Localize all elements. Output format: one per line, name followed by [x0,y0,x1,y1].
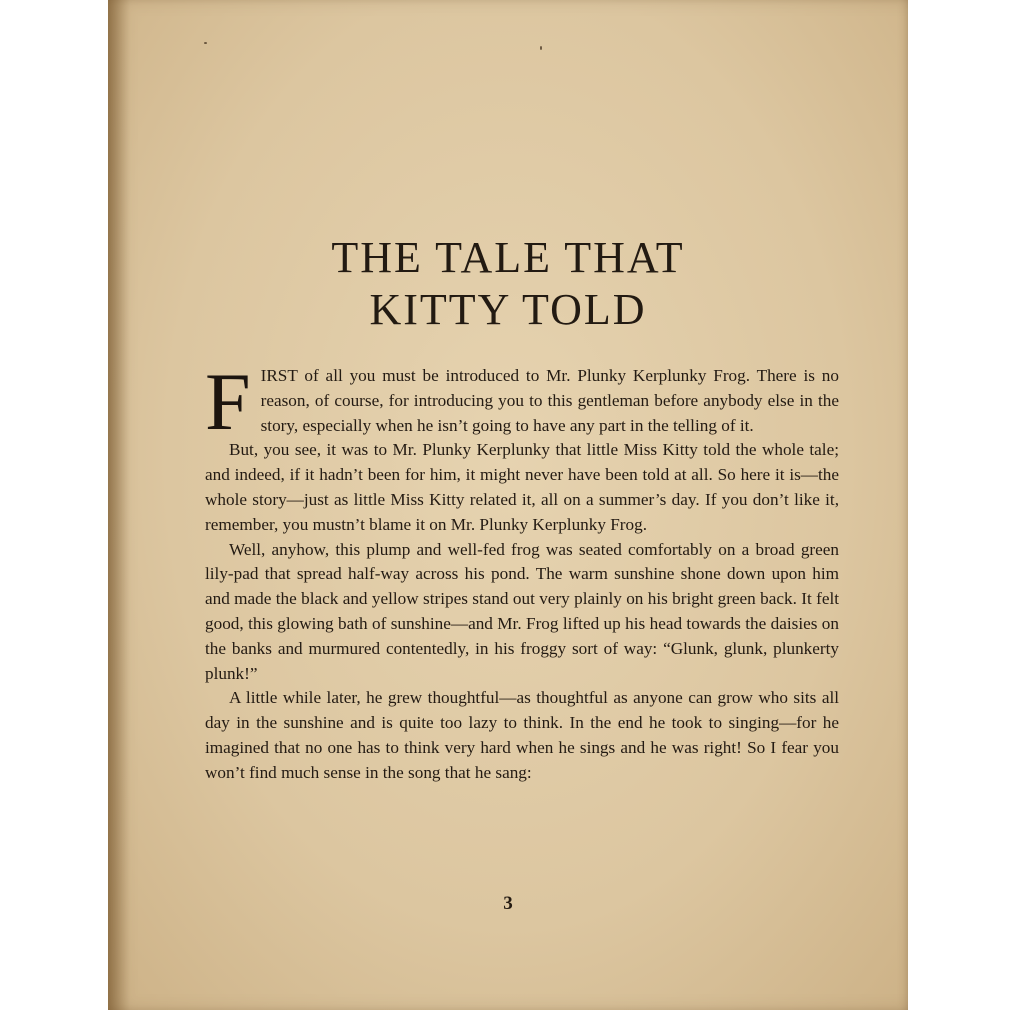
paragraph-4: A little while later, he grew thoughtful—as thoughtful as anyone can grow who sits all day in the sunshine and is quite too lazy to think. In the end he took to singing—for he imagined that no one has to think very hard when he sings and he was right! So I fear you won’t find much sense in the song that he sang: [205,688,839,782]
paper-speck [204,42,207,44]
body-text [205,356,839,786]
gutter-shadow [108,0,130,1010]
paragraph-2: But, you see, it was to Mr. Plunky Kerplunky that little Miss Kitty told the whole tale; and indeed, if it hadn’t been for him, it might never have been told at all. So here it is—the whole story—just as little Miss Kitty related it, all on a summer’s day. If you don’t like it, remember, you mustn’t blame it on Mr. Plunky Kerplunky Frog. [205,440,839,534]
chapter-title-line-1: THE TALE THAT [331,233,685,282]
paragraph-1 [205,356,839,447]
chapter-title-line-2: KITTY TOLD [369,285,647,334]
paragraph-1-text: IRST of all you must be introduced to Mr. Plunky Kerplunky Frog. There is no reason, of course, for introducing you to this gentleman before anybody else in the story, especially when he isn’t going to have any part in the telling of it. [260,366,839,435]
page-number: 3 [503,893,513,914]
paragraph-3: Well, anyhow, this plump and well-fed frog was seated comfortably on a broad green lily-pad that spread half-way across his pond. The warm sunshine shone down upon him and made the black and yellow stripes stand out very plainly on his bright green back. It felt good, this glowing bath of sunshine—and Mr. Frog lifted up his head towards the daisies on the banks and murmured contentedly, in his froggy sort of way: “Glunk, glunk, plunkerty plunk!” [205,539,839,683]
drop-cap: F [205,356,251,447]
book-page [108,0,908,1010]
paper-speck [540,46,542,50]
chapter-title [108,232,908,336]
